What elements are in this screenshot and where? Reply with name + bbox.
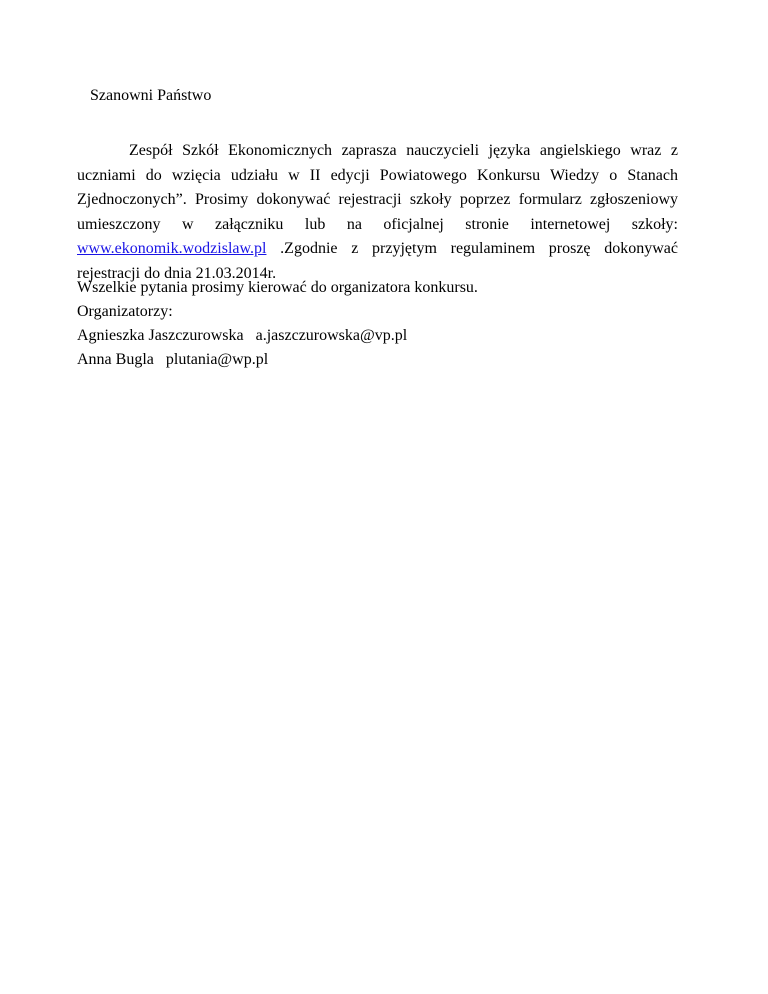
school-website-link[interactable]: www.ekonomik.wodzislaw.pl xyxy=(77,240,267,258)
organizer-row xyxy=(77,326,407,346)
organizer-email: plutania@wp.pl xyxy=(165,351,269,368)
organizer-name: Agnieszka Jaszczurowska xyxy=(77,327,244,344)
organizer-row xyxy=(77,350,268,370)
greeting: Szanowni Państwo xyxy=(90,87,212,104)
invitation-paragraph xyxy=(77,139,678,287)
organizer-name: Anna Bugla xyxy=(77,351,154,368)
organizers-label: Organizatorzy: xyxy=(77,303,173,320)
paragraph-text-before-link: Zespół Szkół Ekonomicznych zaprasza nauczycieli języka angielskiego wraz z uczniami do wzięcia udziału w II edycji Powiatowego Konkursu Wiedzy o Stanach Zjednoczonych”. Prosimy dokonywać rejestracji szkoły poprzez formularz zgłoszeniowy umieszczony w załączniku lub na oficjalnej stronie internetowej szkoły: xyxy=(77,142,678,233)
organizer-email: a.jaszczurowska@vp.pl xyxy=(255,327,408,344)
paragraph-text-after-link: .Zgodnie z przyjętym regulaminem proszę dokonywać rejestracji do dnia 21.03.2014r. xyxy=(77,240,678,282)
questions-line: Wszelkie pytania prosimy kierować do organizatora konkursu. xyxy=(77,279,478,296)
